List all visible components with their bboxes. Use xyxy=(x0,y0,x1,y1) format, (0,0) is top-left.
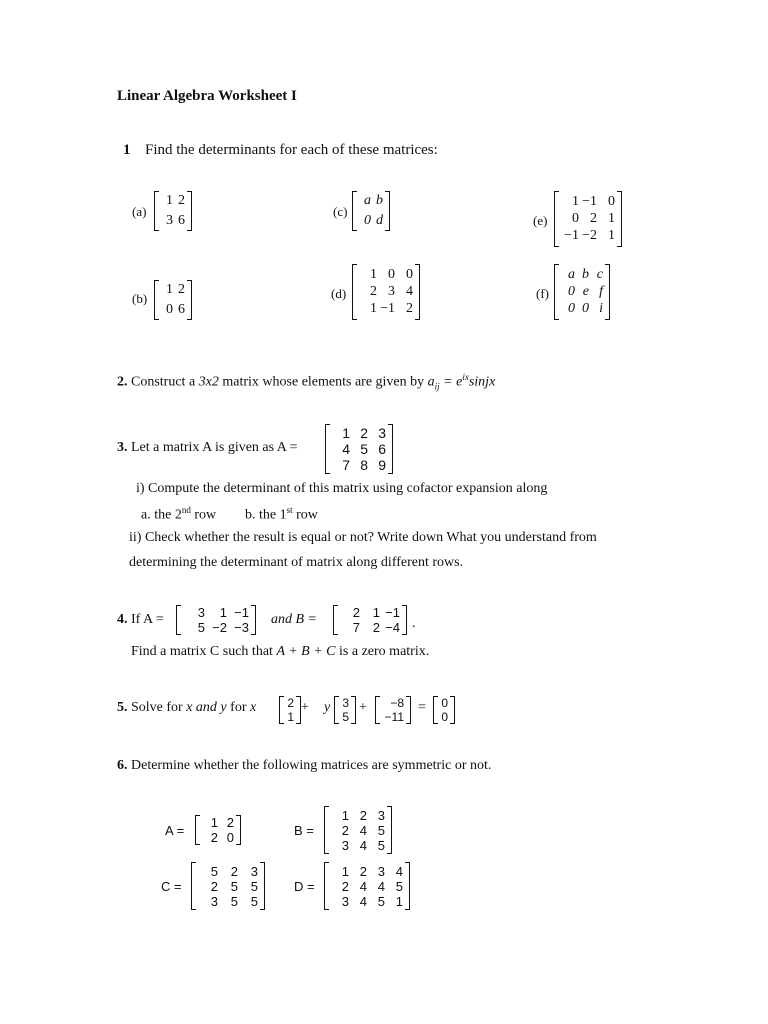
matrix-entry: 2 xyxy=(178,193,185,208)
matrix-entry: 1 xyxy=(370,267,377,282)
matrix-entry: 6 xyxy=(178,302,185,317)
matrix-entry: 2 xyxy=(359,863,367,879)
matrix-entry: 3 xyxy=(341,893,349,909)
matrix-entry: 3 xyxy=(197,605,205,620)
matrix-entry: 2 xyxy=(359,807,367,823)
q1-b-label: (b) xyxy=(132,291,148,306)
matrix-entry: d xyxy=(376,213,383,228)
matrix-entry: 0 xyxy=(441,696,448,710)
matrix-entry: 3 xyxy=(341,837,349,853)
q5-vector-2 xyxy=(334,696,356,724)
q3-line xyxy=(117,440,298,456)
q4-line xyxy=(117,612,164,628)
matrix-entry: 2 xyxy=(372,620,380,635)
matrix-entry: 1 xyxy=(166,193,173,208)
matrix-entry: 5 xyxy=(250,878,258,894)
matrix-entry: 3 xyxy=(210,893,218,909)
matrix-entry: 1 xyxy=(370,301,377,316)
right-bracket xyxy=(402,605,407,635)
q5-plus-2: + xyxy=(359,700,367,715)
page-title: Linear Algebra Worksheet I xyxy=(117,88,297,104)
matrix-entries xyxy=(559,194,617,244)
q2-number: 2. xyxy=(117,374,128,390)
matrix-entry: 5 xyxy=(377,822,385,838)
right-bracket xyxy=(605,264,610,320)
q3-matrix xyxy=(325,424,393,474)
matrix-entries xyxy=(357,193,385,229)
matrix-entries xyxy=(339,696,351,724)
q5-vector-4 xyxy=(433,696,455,724)
matrix-entry: 3 xyxy=(388,284,395,299)
right-bracket xyxy=(187,191,192,231)
q3-a-pre: a. the 2 xyxy=(141,507,182,523)
matrix-entry: 1 xyxy=(341,863,349,879)
matrix-entry: 1 xyxy=(341,807,349,823)
q6-matrix-b xyxy=(324,806,392,854)
q4-find-text: Find a matrix C such that xyxy=(131,644,277,659)
matrix-entry: −1 xyxy=(582,194,597,209)
matrix-entry: b xyxy=(376,193,383,208)
matrix-entry: 2 xyxy=(287,696,294,710)
q5-text: Solve for xyxy=(131,700,187,715)
q1-d-matrix xyxy=(352,264,420,320)
matrix-entries xyxy=(330,425,388,473)
q1-c-matrix xyxy=(352,191,390,231)
q3-b-sup: st xyxy=(286,505,293,515)
q4-find xyxy=(131,644,429,660)
q1-d-label: (d) xyxy=(331,286,347,301)
matrix-entries xyxy=(438,696,450,724)
matrix-entry: 5 xyxy=(210,863,218,879)
q1-e-label: (e) xyxy=(533,213,548,228)
matrix-entry: 2 xyxy=(370,284,377,299)
matrix-entry: 4 xyxy=(406,284,413,299)
matrix-entry: 5 xyxy=(395,878,403,894)
matrix-entry: 0 xyxy=(568,284,575,299)
matrix-entry: 0 xyxy=(406,267,413,282)
matrix-entry: 0 xyxy=(388,267,395,282)
q4-find-end: is a zero matrix. xyxy=(335,644,430,659)
matrix-entries xyxy=(338,605,402,635)
right-bracket xyxy=(388,424,393,474)
matrix-entry: 7 xyxy=(352,620,360,635)
matrix-entry: 2 xyxy=(406,301,413,316)
matrix-entry: 4 xyxy=(342,441,350,457)
right-bracket xyxy=(351,696,356,724)
q6-line xyxy=(117,758,491,774)
q6-c-label: C = xyxy=(161,879,182,894)
matrix-entry: 1 xyxy=(210,815,218,830)
matrix-entry: 6 xyxy=(378,441,386,457)
matrix-entry: 9 xyxy=(378,457,386,473)
matrix-entry: 2 xyxy=(590,211,597,226)
q4-tail: . xyxy=(412,616,416,631)
matrix-entry: 5 xyxy=(377,837,385,853)
matrix-entry: −4 xyxy=(385,620,400,635)
matrix-entry: 0 xyxy=(568,301,575,316)
right-bracket xyxy=(387,806,392,854)
matrix-entry: 5 xyxy=(377,893,385,909)
right-bracket xyxy=(251,605,256,635)
q1-text: Find the determinants for each of these matrices: xyxy=(145,142,438,158)
right-bracket xyxy=(385,191,390,231)
matrix-entries xyxy=(380,696,406,724)
q5-y: y xyxy=(324,700,331,715)
matrix-entry: 0 xyxy=(572,211,579,226)
matrix-entries xyxy=(200,815,236,845)
q2-text-a: Construct a xyxy=(131,374,199,390)
q6-d-label: D = xyxy=(294,879,315,894)
q1-a-label: (a) xyxy=(132,204,147,219)
matrix-entry: c xyxy=(596,267,603,282)
q2-line xyxy=(117,372,495,391)
matrix-entry: 0 xyxy=(608,194,615,209)
matrix-entry: b xyxy=(582,267,589,282)
q3-text: Let a matrix A is given as A = xyxy=(131,440,298,455)
matrix-entry: 3 xyxy=(250,863,258,879)
matrix-entry: 0 xyxy=(226,830,234,845)
matrix-entry: 2 xyxy=(210,830,218,845)
matrix-entries xyxy=(329,864,405,909)
q2-formula-sub: ij xyxy=(434,381,440,392)
q5-vector-1 xyxy=(279,696,301,724)
q2-formula-tail: sinjx xyxy=(468,374,496,390)
matrix-entry: 1 xyxy=(608,228,615,243)
matrix-entries xyxy=(284,696,296,724)
q5-number: 5. xyxy=(117,700,128,715)
q2-formula-a: a xyxy=(427,374,435,390)
q2-text-b: matrix whose elements are given by xyxy=(218,374,428,390)
matrix-entry: 1 xyxy=(395,893,403,909)
matrix-entry: 0 xyxy=(364,213,371,228)
matrix-entry: 3 xyxy=(342,696,349,710)
matrix-entries xyxy=(559,267,605,317)
matrix-entry: 4 xyxy=(359,822,367,838)
q5-line xyxy=(117,700,256,716)
matrix-entry: −1 xyxy=(564,228,579,243)
right-bracket xyxy=(405,862,410,910)
matrix-entry: 2 xyxy=(360,425,368,441)
q1-number: 1 xyxy=(123,142,131,158)
q1-f-matrix xyxy=(554,264,610,320)
matrix-entry: −1 xyxy=(234,605,249,620)
matrix-entry: 1 xyxy=(166,282,173,297)
q4-find-eq: A + B + C xyxy=(276,644,336,659)
q2-formula-eq: = e xyxy=(439,374,463,390)
q1-e-matrix xyxy=(554,191,622,247)
right-bracket xyxy=(617,191,622,247)
matrix-entry: 2 xyxy=(210,878,218,894)
matrix-entries xyxy=(159,282,187,318)
q5-vars: x and y xyxy=(186,700,227,715)
right-bracket xyxy=(187,280,192,320)
q5-x: x xyxy=(249,700,257,715)
matrix-entry: 1 xyxy=(287,710,294,724)
matrix-entry: 3 xyxy=(166,213,173,228)
q5-eq: = xyxy=(418,700,426,715)
q3-a-sup: nd xyxy=(181,505,191,515)
matrix-entry: 1 xyxy=(608,211,615,226)
q6-text: Determine whether the following matrices are symmetric or not. xyxy=(131,758,492,773)
matrix-entry: 2 xyxy=(230,863,238,879)
q4-and-b: and B = xyxy=(271,612,317,627)
matrix-entry: a xyxy=(568,267,575,282)
q4-if-a: If A = xyxy=(131,612,164,627)
q4-matrix-a xyxy=(176,605,256,635)
q3-part-i: i) Compute the determinant of this matrix using cofactor expansion along xyxy=(136,481,548,496)
matrix-entries xyxy=(329,808,387,853)
right-bracket xyxy=(450,696,455,724)
q1-c-label: (c) xyxy=(333,204,348,219)
matrix-entry: 0 xyxy=(166,302,173,317)
matrix-entry: 0 xyxy=(582,301,589,316)
q4-matrix-b xyxy=(333,605,407,635)
q3-b-pre: b. the 1 xyxy=(245,507,287,523)
matrix-entry: 2 xyxy=(341,878,349,894)
q3-part-ii-line2: determining the determinant of matrix along different rows. xyxy=(129,555,464,570)
matrix-entry: 0 xyxy=(441,710,448,724)
q1-b-matrix xyxy=(154,280,192,320)
matrix-entry: 3 xyxy=(378,425,386,441)
matrix-entry: 4 xyxy=(377,878,385,894)
matrix-entry: 5 xyxy=(230,893,238,909)
matrix-entry: −1 xyxy=(380,301,395,316)
matrix-entry: f xyxy=(599,284,603,299)
matrix-entries xyxy=(196,864,260,909)
matrix-entry: −1 xyxy=(385,605,400,620)
matrix-entry: 4 xyxy=(359,893,367,909)
matrix-entries xyxy=(357,267,415,317)
q3-part-ii-line1: ii) Check whether the result is equal or not? Write down What you understand from xyxy=(129,530,597,545)
q4-number: 4. xyxy=(117,612,128,627)
matrix-entry: 4 xyxy=(359,837,367,853)
matrix-entry: 4 xyxy=(359,878,367,894)
q5-plus-1: + xyxy=(301,700,309,715)
q6-b-label: B = xyxy=(294,823,314,838)
matrix-entry: 1 xyxy=(372,605,380,620)
matrix-entry: −2 xyxy=(582,228,597,243)
right-bracket xyxy=(236,815,241,845)
matrix-entry: 1 xyxy=(572,194,579,209)
matrix-entry: 5 xyxy=(230,878,238,894)
matrix-entry: 6 xyxy=(178,213,185,228)
matrix-entry: 2 xyxy=(352,605,360,620)
matrix-entry: 3 xyxy=(377,807,385,823)
q3-b-post: row xyxy=(292,507,318,523)
matrix-entry: 1 xyxy=(342,425,350,441)
matrix-entries xyxy=(159,193,187,229)
right-bracket xyxy=(415,264,420,320)
q6-matrix-d xyxy=(324,862,410,910)
matrix-entry: −2 xyxy=(212,620,227,635)
q3-a-post: row xyxy=(190,507,217,523)
matrix-entry: −11 xyxy=(384,710,404,724)
q2-dim: 3x2 xyxy=(198,374,219,390)
q3-part-b xyxy=(245,505,318,524)
matrix-entry: 5 xyxy=(342,710,349,724)
matrix-entry: a xyxy=(364,193,371,208)
matrix-entry: −3 xyxy=(234,620,249,635)
q5-text2: for xyxy=(226,700,250,715)
matrix-entry: 3 xyxy=(377,863,385,879)
matrix-entries xyxy=(181,605,251,635)
right-bracket xyxy=(406,696,411,724)
matrix-entry: 1 xyxy=(219,605,227,620)
right-bracket xyxy=(260,862,265,910)
q5-vector-3 xyxy=(375,696,411,724)
q6-matrix-c xyxy=(191,862,265,910)
q6-matrix-a xyxy=(195,815,241,845)
matrix-entry: 8 xyxy=(360,457,368,473)
q6-number: 6. xyxy=(117,758,128,773)
matrix-entry: 2 xyxy=(226,815,234,830)
matrix-entry: 4 xyxy=(395,863,403,879)
matrix-entry: 5 xyxy=(250,893,258,909)
q2-formula-sup: ix xyxy=(462,372,469,382)
matrix-entry: e xyxy=(582,284,589,299)
matrix-entry: 2 xyxy=(341,822,349,838)
matrix-entry: 7 xyxy=(342,457,350,473)
matrix-entry: i xyxy=(599,301,603,316)
matrix-entry: 5 xyxy=(197,620,205,635)
q1-f-label: (f) xyxy=(536,286,549,301)
q1-a-matrix xyxy=(154,191,192,231)
matrix-entry: 2 xyxy=(178,282,185,297)
matrix-entry: −8 xyxy=(390,696,404,710)
matrix-entry: 5 xyxy=(360,441,368,457)
q6-a-label: A = xyxy=(165,823,185,838)
q3-part-a xyxy=(141,505,216,524)
q3-number: 3. xyxy=(117,440,128,455)
